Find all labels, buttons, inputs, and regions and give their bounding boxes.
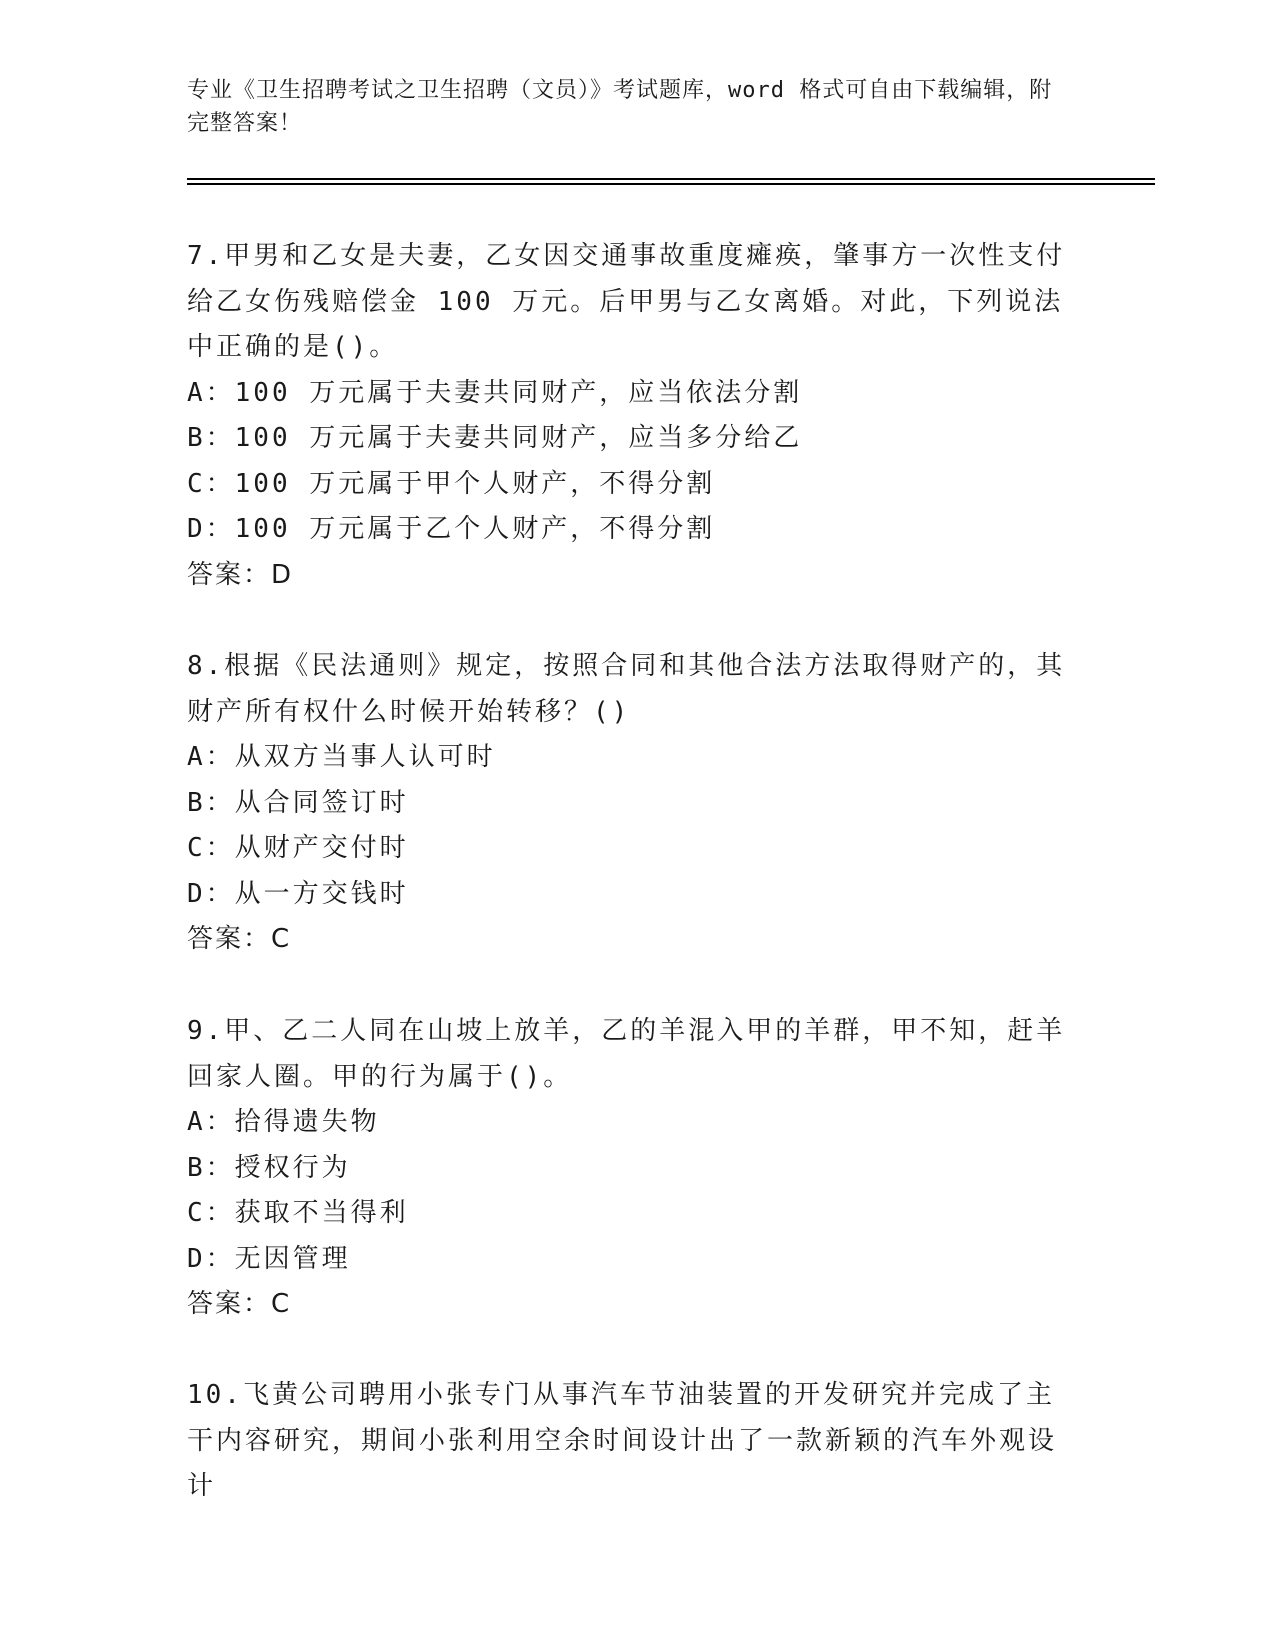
question-stem: 7.甲男和乙女是夫妻，乙女因交通事故重度瘫痪，肇事方一次性支付给乙女伤残赔偿金 100 万元。后甲男与乙女离婚。对此，下列说法中正确的是()。: [187, 241, 1066, 362]
option-c: C：从财产交付时: [187, 833, 409, 863]
question-8: [187, 644, 1067, 963]
answer: 答案：C: [187, 924, 292, 954]
question-9: [187, 1009, 1067, 1328]
question-stem: 9.甲、乙二人同在山坡上放羊，乙的羊混入甲的羊群，甲不知，赶羊回家人圈。甲的行为属于()。: [187, 1016, 1066, 1092]
question-10: [187, 1373, 1067, 1510]
answer: 答案：D: [187, 559, 294, 590]
option-d: D：无因管理: [187, 1243, 351, 1274]
question-stem: 8.根据《民法通则》规定，按照合同和其他合法方法取得财产的，其财产所有权什么时候开始转移？(): [187, 651, 1066, 727]
header-divider-top: [187, 178, 1155, 180]
answer: 答案：C: [187, 1289, 292, 1319]
document-header: 专业《卫生招聘考试之卫生招聘（文员）》考试题库，word 格式可自由下载编辑，附完整答案！: [187, 78, 1053, 136]
option-a: A：100 万元属于夫妻共同财产，应当依法分割: [187, 377, 803, 408]
option-d: D：从一方交钱时: [187, 878, 409, 909]
option-b: B：授权行为: [187, 1152, 351, 1183]
option-d: D：100 万元属于乙个人财产，不得分割: [187, 514, 716, 544]
question-7: [187, 234, 1067, 598]
option-c: C：100 万元属于甲个人财产，不得分割: [187, 468, 716, 499]
question-stem: 10.飞黄公司聘用小张专门从事汽车节油装置的开发研究并完成了主干内容研究，期间小张利用空余时间设计出了一款新颖的汽车外观设计: [187, 1380, 1058, 1501]
header-divider-bottom: [187, 183, 1155, 185]
option-a: A：拾得遗失物: [187, 1107, 380, 1137]
option-c: C：获取不当得利: [187, 1198, 409, 1228]
option-b: B：100 万元属于夫妻共同财产，应当多分给乙: [187, 423, 803, 453]
option-b: B：从合同签订时: [187, 787, 409, 818]
option-a: A：从双方当事人认可时: [187, 742, 496, 772]
